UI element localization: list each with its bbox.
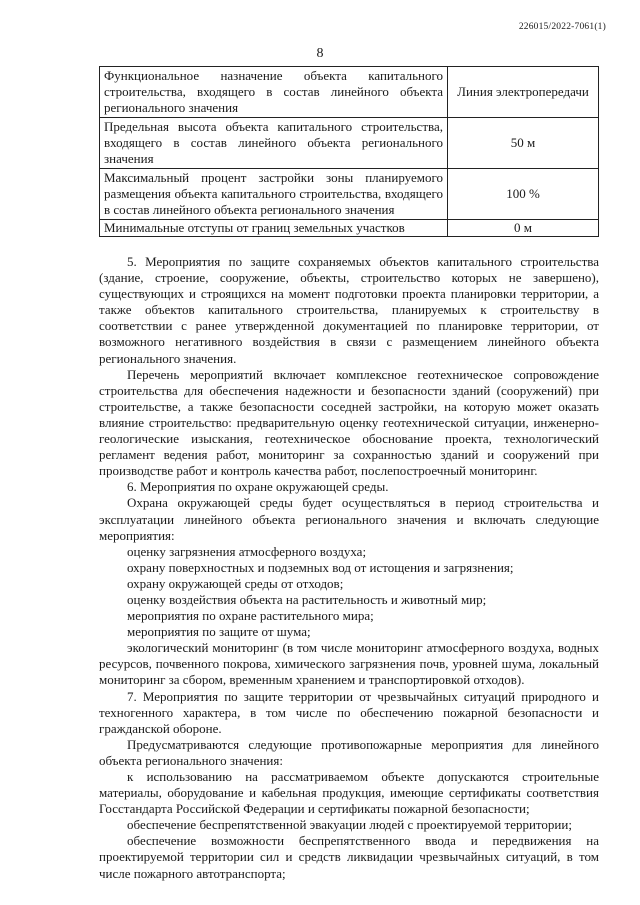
list-item: охрану окружающей среды от отходов; [127, 575, 344, 591]
section-heading-7: 7. Мероприятия по защите территории от чрезвычайных ситуаций природного и техногенного характера, в том числе по обеспечению пожарной безопасности и гражданской обороне. [99, 688, 599, 736]
table-cell-label: Предельная высота объекта капитального строительства, входящего в состав линейного объекта регионального значения [100, 118, 448, 169]
table-row [100, 67, 599, 118]
paragraph: Предусматриваются следующие противопожарные мероприятия для линейного объекта регионального значения: [99, 736, 599, 768]
document-id: 226015/2022-7061(1) [518, 22, 606, 32]
paragraph: Перечень мероприятий включает комплексное геотехническое сопровождение строительства для обеспечения надежности и безопасности зданий (сооружений) при строительстве, а также безопасности соседней застройки, на которую может оказать влияние строительство: предварительную оценку геотехнической ситуации, инженерно-геологические изыскания, геотехническое обоснование проекта, технологический регламент ведения работ, мониторинг за сохранностью зданий и сооружений при производстве работ и контроль качества работ, послепостроечный мониторинг. [99, 366, 599, 479]
document-body [99, 254, 599, 882]
list-item: мероприятия по защите от шума; [127, 624, 311, 640]
section-heading-6: 6. Мероприятия по охране окружающей среды. [127, 479, 389, 495]
table-cell-value: 0 м [448, 220, 599, 237]
table-cell-label: Функциональное назначение объекта капитального строительства, входящего в состав линейного объекта регионального значения [100, 67, 448, 118]
table-cell-label: Максимальный процент застройки зоны планируемого размещения объекта капитального строительства, входящего в состав линейного объекта регионального значения [100, 169, 448, 220]
table-row [100, 118, 599, 169]
list-item: мероприятия по охране растительного мира; [127, 608, 374, 624]
parameters-table [99, 66, 599, 237]
table-cell-value: Линия электропередачи [448, 67, 599, 118]
section-heading-5: 5. Мероприятия по защите сохраняемых объектов капитального строительства (здание, строение, сооружение, объекты, строительство которых не завершено), существующих и строящихся на момент подготовки проекта планировки территории, а также объектов капитального строительства, планируемых к строительству в соответствии с ранее утвержденной документацией по планировке территории, от возможного негативного воздействия в связи с размещением линейного объекта регионального значения. [99, 254, 599, 366]
table-row [100, 220, 599, 237]
list-item: обеспечение возможности беспрепятственного ввода и передвижения на проектируемой территории сил и средств ликвидации чрезвычайных ситуаций, в том числе пожарного автотранспорта; [99, 833, 599, 881]
list-item: экологический мониторинг (в том числе мониторинг атмосферного воздуха, водных ресурсов, почвенного покрова, химического загрязнения почв, уровней шума, локальный мониторинг за сбором, временным хранением и транспортировкой отходов). [99, 640, 599, 688]
list-item: оценку воздействия объекта на растительность и животный мир; [127, 591, 487, 607]
table-row [100, 169, 599, 220]
table-cell-value: 50 м [448, 118, 599, 169]
list-item: оценку загрязнения атмосферного воздуха; [127, 543, 367, 559]
list-item: к использованию на рассматриваемом объекте допускаются строительные материалы, оборудование и кабельная продукция, имеющие сертификаты соответствия Госстандарта Российской Федерации и сертификаты пожарной безопасности; [99, 769, 599, 817]
list-item: обеспечение беспрепятственной эвакуации людей с проектируемой территории; [127, 817, 572, 833]
table-cell-label: Минимальные отступы от границ земельных участков [100, 220, 448, 237]
page-number: 8 [316, 46, 324, 61]
paragraph: Охрана окружающей среды будет осуществляться в период строительства и эксплуатации линейного объекта регионального значения и включать следующие мероприятия: [99, 495, 599, 543]
table-cell-value: 100 % [448, 169, 599, 220]
list-item: охрану поверхностных и подземных вод от истощения и загрязнения; [127, 559, 514, 575]
